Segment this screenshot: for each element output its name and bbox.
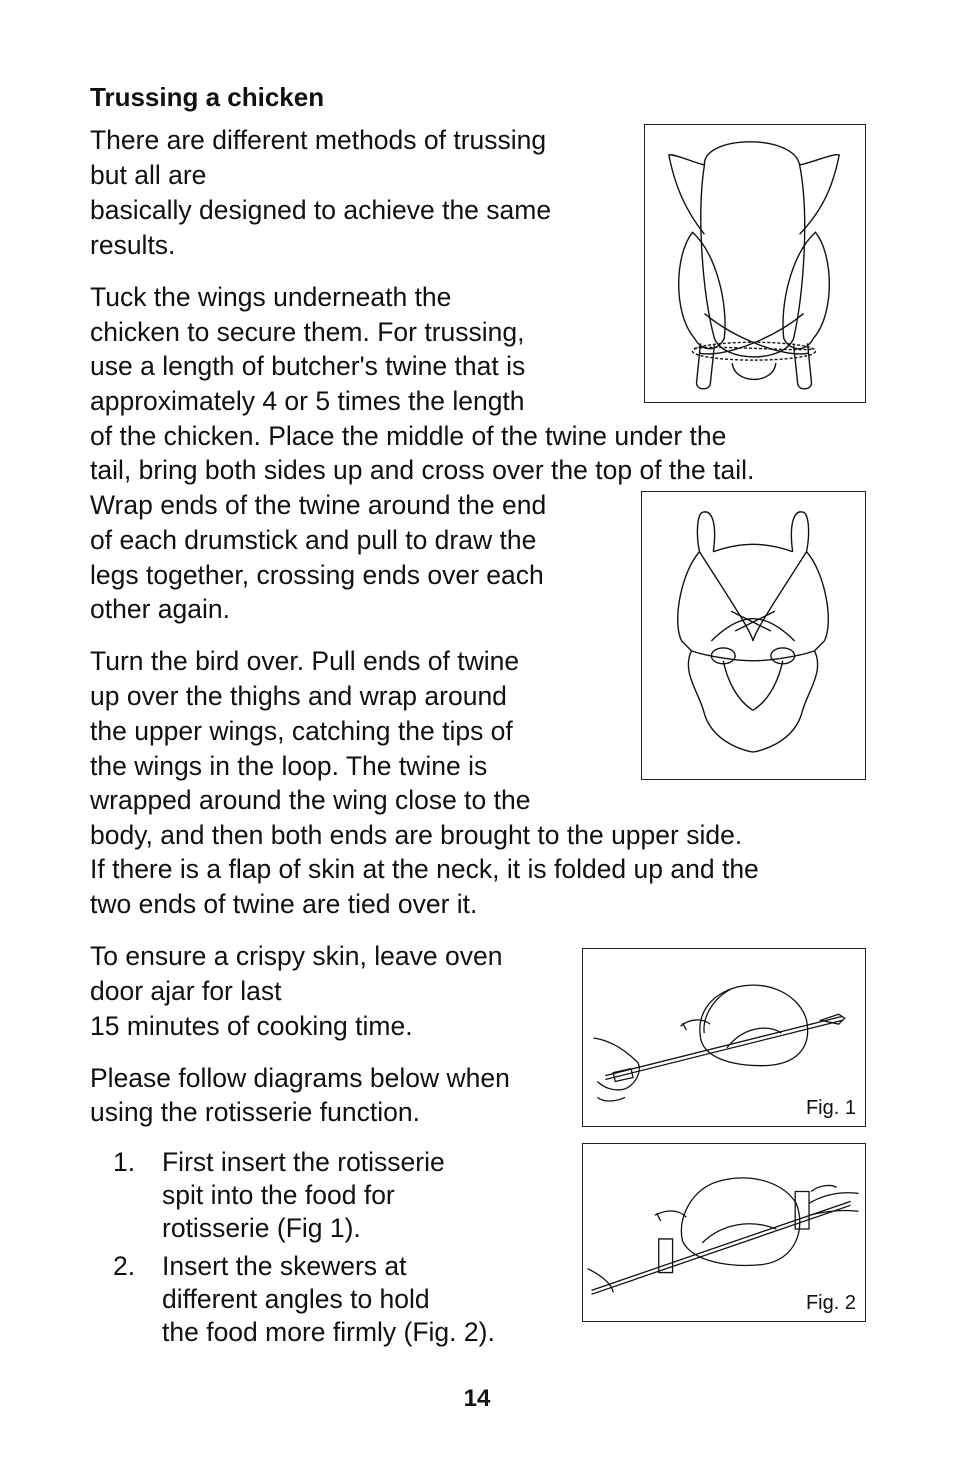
- text-line: tail, bring both sides up and cross over the top of the tail.: [90, 455, 755, 485]
- text-line: up over the thighs and wrap around: [90, 681, 507, 711]
- step-number: 2.: [113, 1251, 136, 1281]
- text-line: 15 minutes of cooking time.: [90, 1011, 413, 1041]
- text-line: door ajar for last: [90, 976, 282, 1006]
- page-title: Trussing a chicken: [90, 82, 325, 112]
- text-line: wrapped around the wing close to the: [90, 785, 531, 815]
- text-line: chicken to secure them. For trussing,: [90, 317, 525, 347]
- chicken-back-icon: [642, 492, 865, 779]
- text-line: To ensure a crispy skin, leave oven: [90, 941, 503, 971]
- text-line: different angles to hold: [162, 1284, 430, 1314]
- text-line: Tuck the wings underneath the: [90, 282, 452, 312]
- figure-1: [582, 948, 866, 1127]
- text-line: the upper wings, catching the tips of: [90, 716, 513, 746]
- text-line: but all are: [90, 160, 207, 190]
- figure-label: Fig. 1: [805, 1097, 856, 1119]
- text-line: If there is a flap of skin at the neck, it is folded up and the: [90, 854, 759, 884]
- text-line: two ends of twine are tied over it.: [90, 889, 478, 919]
- text-line: the wings in the loop. The twine is: [90, 751, 488, 781]
- text-line: other again.: [90, 594, 230, 624]
- text-line: Turn the bird over. Pull ends of twine: [90, 646, 520, 676]
- text-line: the food more firmly (Fig. 2).: [162, 1317, 495, 1347]
- step-text: [162, 1146, 445, 1245]
- trussing-diagram-top: [644, 124, 866, 403]
- text-line: basically designed to achieve the same: [90, 195, 552, 225]
- figure-2: [582, 1143, 866, 1322]
- step-number: 1.: [113, 1147, 136, 1177]
- trussing-diagram-back: [641, 491, 866, 780]
- text-line: First insert the rotisserie: [162, 1147, 445, 1177]
- text-line: results.: [90, 230, 176, 260]
- list-item: [90, 1250, 570, 1350]
- text-line: of the chicken. Place the middle of the twine under the: [90, 421, 727, 451]
- step-text: [162, 1250, 495, 1349]
- text-line: of each drumstick and pull to draw the: [90, 525, 537, 555]
- text-line: Wrap ends of the twine around the end: [90, 490, 547, 520]
- text-line: using the rotisserie function.: [90, 1097, 420, 1127]
- text-line: There are different methods of trussing: [90, 125, 547, 155]
- figure-label: Fig. 2: [805, 1292, 856, 1314]
- text-line: use a length of butcher's twine that is: [90, 351, 526, 381]
- text-line: Insert the skewers at: [162, 1251, 407, 1281]
- text-line: spit into the food for: [162, 1180, 395, 1210]
- text-line: approximately 4 or 5 times the length: [90, 386, 525, 416]
- text-line: body, and then both ends are brought to the upper side.: [90, 820, 743, 850]
- list-item: [90, 1146, 570, 1246]
- text-line: Please follow diagrams below when: [90, 1063, 510, 1093]
- text-line: rotisserie (Fig 1).: [162, 1213, 361, 1243]
- chicken-trussed-icon: [645, 125, 865, 402]
- page-number: 14: [463, 1385, 491, 1412]
- text-line: legs together, crossing ends over each: [90, 560, 544, 590]
